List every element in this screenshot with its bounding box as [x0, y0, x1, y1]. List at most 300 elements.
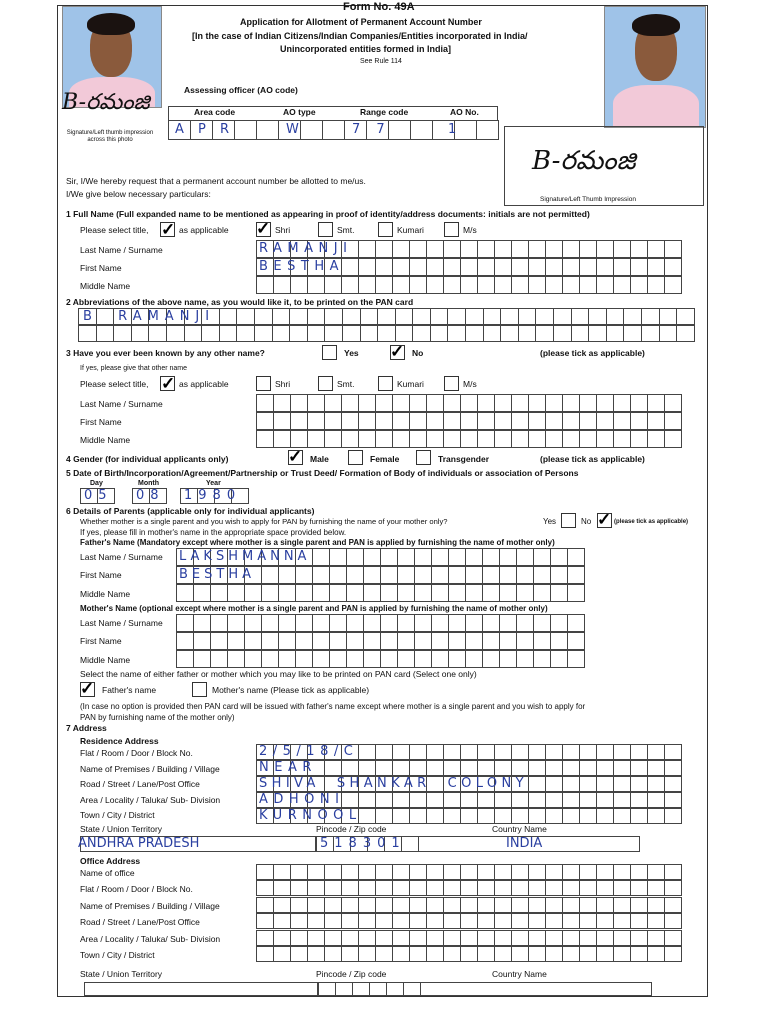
- field-cell: [279, 584, 296, 602]
- field-cell: [325, 412, 342, 430]
- s4-female-checkbox[interactable]: [348, 450, 363, 465]
- field-cell: [410, 880, 427, 896]
- off-premises-field[interactable]: [256, 897, 682, 913]
- field-cell: [410, 744, 427, 760]
- field-cell: [546, 913, 563, 929]
- field-cell: [614, 792, 631, 808]
- field-cell: [529, 412, 546, 430]
- s6-mother-last-label: Last Name / Surname: [80, 618, 163, 628]
- field-cell: [274, 946, 291, 962]
- field-cell: [381, 632, 398, 650]
- field-cell: [580, 744, 597, 760]
- off-flat-field[interactable]: [256, 880, 682, 896]
- field-cell: [427, 430, 444, 448]
- off-road-field[interactable]: [256, 913, 682, 929]
- s6-mother-last-field[interactable]: [176, 614, 585, 632]
- field-cell: [381, 548, 398, 566]
- field-cell: [393, 913, 410, 929]
- s1-as-applicable: as applicable: [179, 225, 229, 235]
- field-cell: [291, 913, 308, 929]
- field-cell: [347, 584, 364, 602]
- field-cell: [359, 946, 376, 962]
- off-pin-field[interactable]: [318, 982, 421, 996]
- field-cell: [478, 792, 495, 808]
- field-cell: [624, 325, 642, 342]
- field-cell: [500, 548, 517, 566]
- field-cell: [517, 548, 534, 566]
- field-cell: [563, 864, 580, 880]
- field-cell: [415, 650, 432, 668]
- field-cell: [648, 880, 665, 896]
- field-cell: [461, 880, 478, 896]
- res-state-label: State / Union Territory: [80, 824, 163, 834]
- field-cell: [376, 864, 393, 880]
- field-cell: [529, 897, 546, 913]
- field-cell: [631, 412, 648, 430]
- s6-mother-first-label: First Name: [80, 636, 122, 646]
- off-state-field[interactable]: [84, 982, 318, 996]
- s6-yes-checkbox[interactable]: [561, 513, 576, 528]
- field-cell: [648, 930, 665, 946]
- field-cell: [359, 744, 376, 760]
- s5-day-value: 05: [84, 488, 113, 503]
- field-cell: [517, 566, 534, 584]
- field-cell: [648, 240, 665, 258]
- field-cell: [483, 548, 500, 566]
- s4-tick-note: (please tick as applicable): [540, 454, 645, 464]
- field-cell: [228, 614, 245, 632]
- field-cell: [597, 240, 614, 258]
- field-cell: [665, 412, 682, 430]
- field-cell: [631, 792, 648, 808]
- field-cell: [330, 584, 347, 602]
- s3-as-applicable: as applicable: [179, 379, 229, 389]
- field-cell: [607, 308, 625, 325]
- field-cell: [449, 614, 466, 632]
- field-cell: [631, 880, 648, 896]
- field-cell: [342, 394, 359, 412]
- field-cell: [376, 430, 393, 448]
- field-cell: [296, 632, 313, 650]
- field-cell: [308, 394, 325, 412]
- s1-shri-label: Shri: [275, 225, 291, 235]
- field-cell: [546, 792, 563, 808]
- field-cell: [478, 258, 495, 276]
- range-code-value[interactable]: 7 7: [352, 122, 385, 137]
- field-cell: [378, 308, 396, 325]
- s3-kumari-checkbox[interactable]: [378, 376, 393, 391]
- field-cell: [529, 880, 546, 896]
- field-cell: [296, 584, 313, 602]
- field-cell: [597, 864, 614, 880]
- off-state-label: State / Union Territory: [80, 969, 163, 979]
- field-cell: [364, 632, 381, 650]
- field-cell: [563, 808, 580, 824]
- field-cell: [257, 430, 274, 448]
- field-cell: [291, 276, 308, 294]
- field-cell: [665, 276, 682, 294]
- field-cell: [614, 412, 631, 430]
- field-cell: [568, 614, 585, 632]
- field-cell: [665, 930, 682, 946]
- field-cell: [614, 240, 631, 258]
- field-cell: [534, 566, 551, 584]
- field-cell: [415, 632, 432, 650]
- field-cell: [432, 650, 449, 668]
- section-5-heading: 5 Date of Birth/Incorporation/Agreement/Partnership or Trust Deed/ Formation of Body of individuals or association of Persons: [66, 468, 579, 478]
- field-cell: [398, 566, 415, 584]
- s1-middle-label: Middle Name: [80, 281, 131, 291]
- field-cell: [343, 325, 361, 342]
- field-cell: [648, 744, 665, 760]
- signature: B-రమంజి: [532, 146, 636, 176]
- s3-yes-checkbox[interactable]: [322, 345, 337, 360]
- res-premises-field[interactable]: [256, 760, 682, 776]
- form-subtitle-2: Unincorporated entities formed in India]: [280, 44, 452, 54]
- field-cell: [444, 258, 461, 276]
- field-cell: [554, 325, 572, 342]
- s3-last-label: Last Name / Surname: [80, 399, 163, 409]
- off-name-field[interactable]: [256, 864, 682, 880]
- range-code-label: Range code: [360, 107, 409, 117]
- field-cell: [495, 240, 512, 258]
- field-cell: [325, 880, 342, 896]
- field-cell: [347, 614, 364, 632]
- field-cell: [427, 792, 444, 808]
- field-cell: [376, 792, 393, 808]
- field-cell: [483, 614, 500, 632]
- field-cell: [185, 325, 203, 342]
- field-cell: [245, 650, 262, 668]
- s6-mother-middle-field[interactable]: [176, 650, 585, 668]
- field-cell: [529, 744, 546, 760]
- s2-value: B RAMANJI: [83, 309, 216, 324]
- field-cell: [665, 430, 682, 448]
- field-cell: [410, 412, 427, 430]
- field-cell: [631, 258, 648, 276]
- s1-select-title: Please select title,: [80, 225, 149, 235]
- field-cell: [274, 897, 291, 913]
- s1-ms-checkbox[interactable]: [444, 222, 459, 237]
- s3-middle-label: Middle Name: [80, 435, 131, 445]
- field-cell: [614, 946, 631, 962]
- field-cell: [495, 394, 512, 412]
- s1-ms-label: M/s: [463, 225, 477, 235]
- field-cell: [359, 913, 376, 929]
- field-cell: [614, 913, 631, 929]
- s6-father-middle-label: Middle Name: [80, 589, 131, 599]
- field-cell: [279, 650, 296, 668]
- field-cell: [529, 930, 546, 946]
- field-cell: [393, 946, 410, 962]
- field-cell: [631, 913, 648, 929]
- s3-middle-field[interactable]: [256, 430, 682, 448]
- field-cell: [444, 930, 461, 946]
- section-7-heading: 7 Address: [66, 723, 107, 733]
- field-cell: [444, 744, 461, 760]
- field-cell: [444, 430, 461, 448]
- s5-year-label: Year: [206, 480, 221, 487]
- field-cell: [517, 650, 534, 668]
- field-cell: [500, 650, 517, 668]
- field-cell: [410, 240, 427, 258]
- s6-father-middle-field[interactable]: [176, 584, 585, 602]
- field-cell: [262, 650, 279, 668]
- field-cell: [563, 276, 580, 294]
- field-cell: [631, 930, 648, 946]
- field-cell: [257, 897, 274, 913]
- s6-father-heading: Father's Name (Mandatory except where mother is a single parent and PAN is applied by furnishing the name of mother only): [80, 538, 555, 547]
- s5-month-value: 08: [136, 488, 165, 503]
- off-country-field[interactable]: [420, 982, 652, 996]
- field-cell: [376, 412, 393, 430]
- field-cell: [512, 258, 529, 276]
- field-cell: [500, 566, 517, 584]
- field-cell: [631, 276, 648, 294]
- field-cell: [648, 946, 665, 962]
- field-cell: [546, 430, 563, 448]
- field-cell: [211, 584, 228, 602]
- field-cell: [202, 325, 220, 342]
- field-cell: [512, 880, 529, 896]
- off-area-label: Area / Locality / Taluka/ Sub- Division: [80, 934, 221, 944]
- field-cell: [393, 744, 410, 760]
- field-cell: [274, 913, 291, 929]
- field-cell: [393, 430, 410, 448]
- ao-no-value[interactable]: 1: [448, 122, 457, 137]
- s1-kumari-checkbox[interactable]: [378, 222, 393, 237]
- field-cell: [580, 792, 597, 808]
- field-cell: [427, 946, 444, 962]
- field-cell: [665, 744, 682, 760]
- field-cell: [325, 760, 342, 776]
- field-cell: [512, 240, 529, 258]
- field-cell: [597, 930, 614, 946]
- field-cell: [257, 930, 274, 946]
- field-cell: [563, 240, 580, 258]
- field-cell: [220, 308, 238, 325]
- s6-father-first-value: BESTHA: [179, 567, 255, 582]
- field-cell: [427, 808, 444, 824]
- field-cell: [665, 880, 682, 896]
- field-cell: [410, 930, 427, 946]
- s1-middle-field[interactable]: [256, 276, 682, 294]
- s3-shri-label: Shri: [275, 379, 291, 389]
- field-cell: [614, 760, 631, 776]
- field-cell: [495, 276, 512, 294]
- field-cell: [568, 584, 585, 602]
- field-cell: [376, 913, 393, 929]
- form-subtitle-1: [In the case of Indian Citizens/Indian Companies/Entities incorporated in India/: [192, 31, 528, 41]
- field-cell: [563, 792, 580, 808]
- field-cell: [308, 430, 325, 448]
- field-cell: [580, 240, 597, 258]
- field-cell: [677, 325, 695, 342]
- section-2-heading: 2 Abbreviations of the above name, as you would like it, to be printed on the PAN card: [66, 297, 414, 307]
- field-cell: [478, 946, 495, 962]
- res-premises-label: Name of Premises / Building / Village: [80, 764, 220, 774]
- field-cell: [529, 776, 546, 792]
- field-cell: [665, 776, 682, 792]
- s2-field-row-2[interactable]: [78, 325, 695, 342]
- s4-male-label: Male: [310, 454, 329, 464]
- field-cell: [642, 308, 660, 325]
- field-cell: [551, 614, 568, 632]
- field-cell: [444, 808, 461, 824]
- field-cell: [432, 566, 449, 584]
- field-cell: [597, 880, 614, 896]
- field-cell: [614, 897, 631, 913]
- s3-first-field[interactable]: [256, 412, 682, 430]
- field-cell: [325, 430, 342, 448]
- field-cell: [262, 584, 279, 602]
- field-cell: [551, 566, 568, 584]
- field-cell: [274, 430, 291, 448]
- field-cell: [257, 276, 274, 294]
- s3-smt-checkbox[interactable]: [318, 376, 333, 391]
- field-cell: [512, 808, 529, 824]
- field-cell: [648, 776, 665, 792]
- s4-female-label: Female: [370, 454, 400, 464]
- field-cell: [410, 258, 427, 276]
- field-cell: [378, 325, 396, 342]
- field-cell: [500, 584, 517, 602]
- form-number: Form No. 49A: [343, 1, 415, 13]
- field-cell: [512, 760, 529, 776]
- s1-last-value: RAMANJI: [259, 241, 353, 256]
- field-cell: [330, 650, 347, 668]
- field-cell: [568, 632, 585, 650]
- s1-first-value: BESTHA: [259, 259, 344, 274]
- field-cell: [290, 325, 308, 342]
- s3-shri-checkbox[interactable]: [256, 376, 271, 391]
- field-cell: [342, 880, 359, 896]
- field-cell: [614, 864, 631, 880]
- s1-smt-checkbox[interactable]: [318, 222, 333, 237]
- res-road-value: SHIVA SHANKAR COLONY: [259, 776, 528, 791]
- field-cell: [546, 880, 563, 896]
- field-cell: [444, 864, 461, 880]
- field-cell: [563, 258, 580, 276]
- field-cell: [512, 276, 529, 294]
- s3-ms-checkbox[interactable]: [444, 376, 459, 391]
- area-code-value[interactable]: A P R: [175, 122, 230, 137]
- field-cell: [461, 897, 478, 913]
- field-cell: [580, 946, 597, 962]
- field-cell: [597, 913, 614, 929]
- field-cell: [228, 584, 245, 602]
- s4-transgender-checkbox[interactable]: [416, 450, 431, 465]
- field-cell: [257, 946, 274, 962]
- field-cell: [279, 632, 296, 650]
- field-cell: [308, 897, 325, 913]
- field-cell: [529, 808, 546, 824]
- field-cell: [274, 864, 291, 880]
- field-cell: [478, 760, 495, 776]
- field-cell: [257, 913, 274, 929]
- field-cell: [376, 897, 393, 913]
- field-cell: [614, 930, 631, 946]
- field-cell: [255, 308, 273, 325]
- field-cell: [512, 792, 529, 808]
- field-cell: [291, 430, 308, 448]
- field-cell: [448, 325, 466, 342]
- off-name-label: Name of office: [80, 868, 135, 878]
- section-6-heading: 6 Details of Parents (applicable only for individual applicants): [66, 506, 315, 516]
- field-cell: [597, 430, 614, 448]
- field-cell: [381, 584, 398, 602]
- field-cell: [563, 394, 580, 412]
- field-cell: [448, 308, 466, 325]
- field-cell: [393, 792, 410, 808]
- field-cell: [495, 897, 512, 913]
- off-town-field[interactable]: [256, 946, 682, 962]
- field-cell: [665, 760, 682, 776]
- field-cell: [466, 614, 483, 632]
- s6-mother-first-field[interactable]: [176, 632, 585, 650]
- res-pin-value: 518301: [320, 836, 406, 851]
- field-cell: [432, 614, 449, 632]
- field-cell: [325, 946, 342, 962]
- field-cell: [444, 946, 461, 962]
- field-cell: [257, 412, 274, 430]
- field-cell: [376, 258, 393, 276]
- field-cell: [393, 240, 410, 258]
- field-cell: [495, 880, 512, 896]
- applicant-photo-right: [604, 6, 706, 128]
- s6-mother-option-checkbox[interactable]: [192, 682, 207, 697]
- field-cell: [466, 548, 483, 566]
- field-cell: [308, 946, 325, 962]
- field-cell: [262, 632, 279, 650]
- field-cell: [132, 325, 150, 342]
- field-cell: [415, 548, 432, 566]
- residence-heading: Residence Address: [80, 736, 159, 746]
- s6-note-2: PAN by furnishing name of the mother only): [80, 713, 235, 722]
- field-cell: [194, 632, 211, 650]
- field-cell: [149, 325, 167, 342]
- field-cell: [529, 792, 546, 808]
- field-cell: [449, 584, 466, 602]
- field-cell: [211, 650, 228, 668]
- field-cell: [343, 308, 361, 325]
- field-cell: [461, 394, 478, 412]
- field-cell: [410, 808, 427, 824]
- field-cell: [427, 913, 444, 929]
- s6-select-note: Select the name of either father or mother which you may like to be printed on PAN card (Select one only): [80, 669, 477, 679]
- ao-no-label: AO No.: [450, 107, 479, 117]
- field-cell: [529, 276, 546, 294]
- ao-type-value[interactable]: W: [286, 122, 299, 137]
- field-cell: [257, 394, 274, 412]
- field-cell: [410, 792, 427, 808]
- field-cell: [478, 394, 495, 412]
- field-cell: [444, 394, 461, 412]
- field-cell: [376, 240, 393, 258]
- s3-last-field[interactable]: [256, 394, 682, 412]
- off-area-field[interactable]: [256, 930, 682, 946]
- field-cell: [313, 566, 330, 584]
- field-cell: [665, 792, 682, 808]
- field-cell: [308, 930, 325, 946]
- field-cell: [478, 864, 495, 880]
- field-cell: [478, 808, 495, 824]
- field-cell: [398, 650, 415, 668]
- field-cell: [597, 412, 614, 430]
- field-cell: [580, 864, 597, 880]
- field-cell: [580, 760, 597, 776]
- field-cell: [580, 412, 597, 430]
